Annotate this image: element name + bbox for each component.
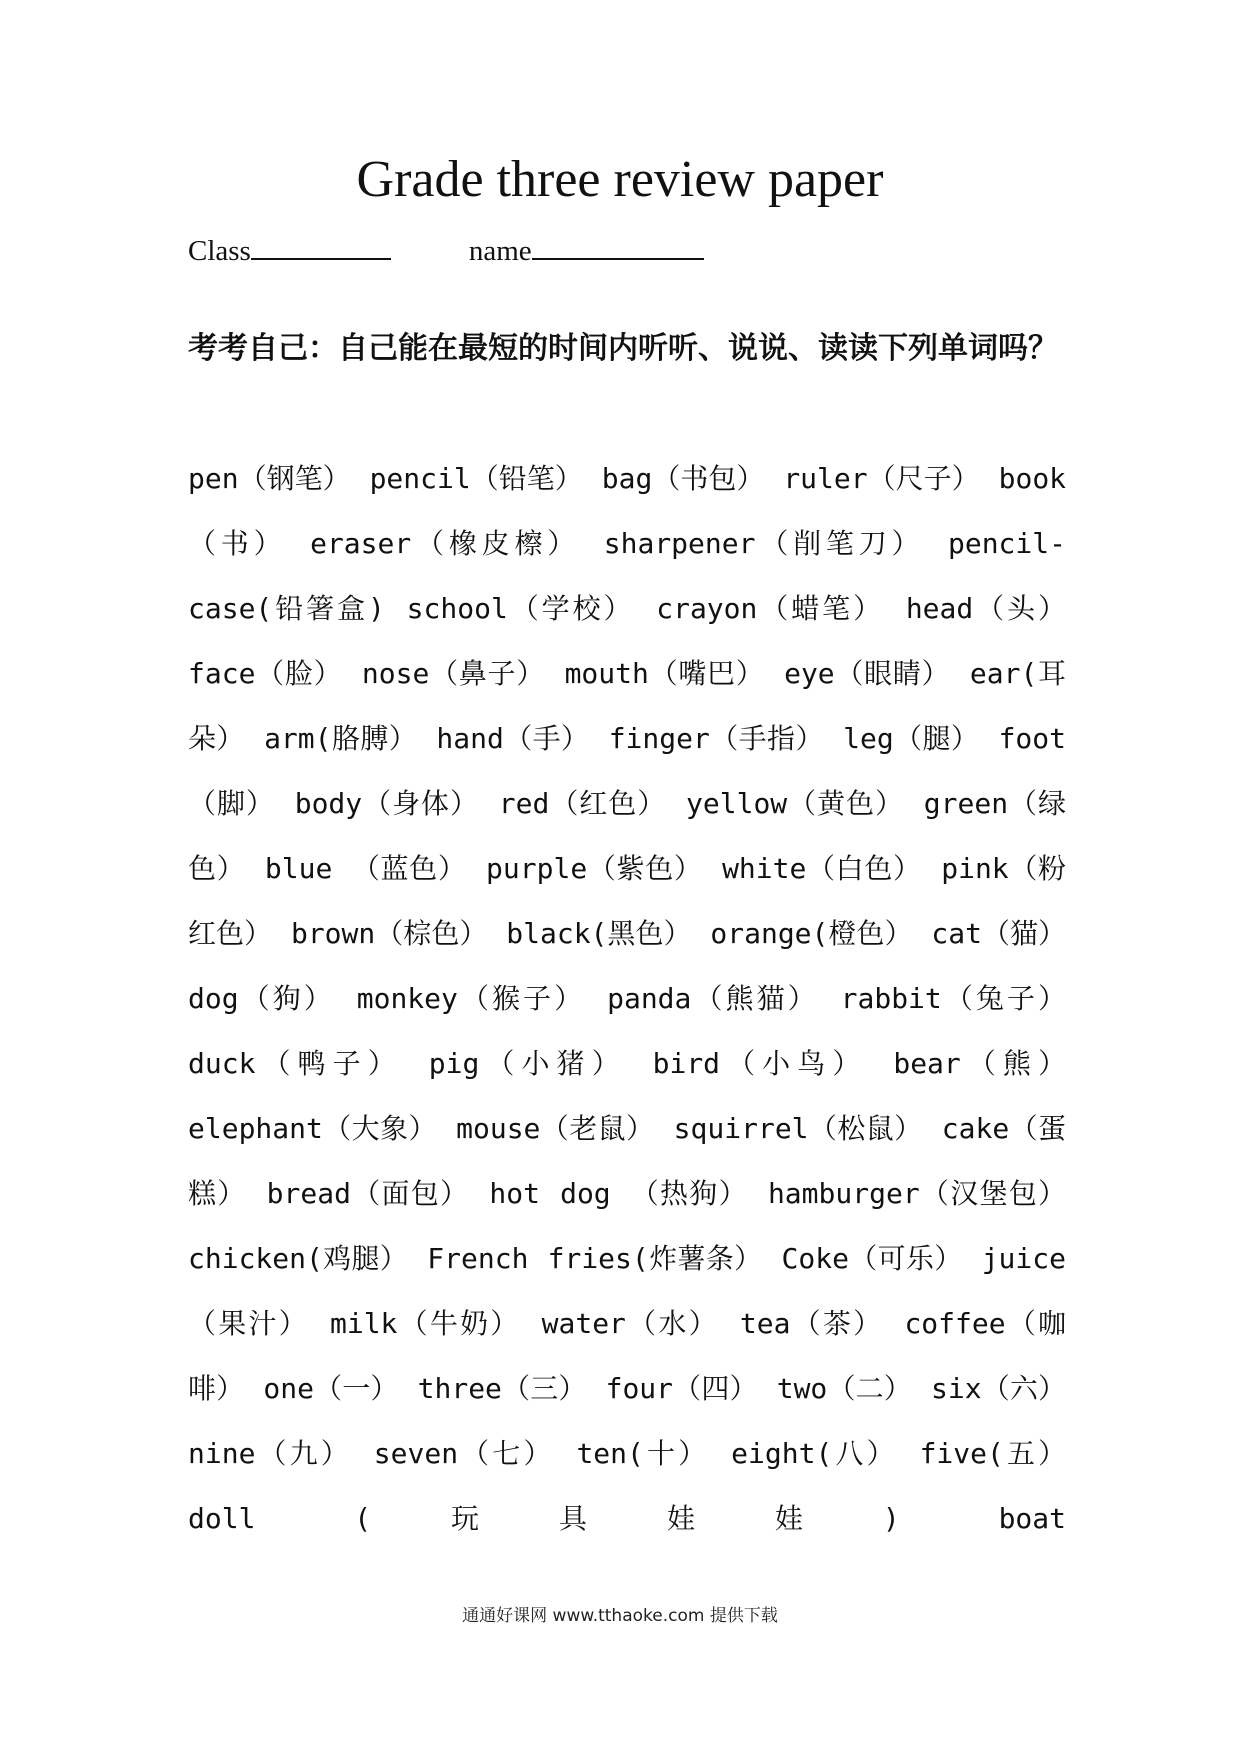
class-blank[interactable]: [251, 232, 391, 260]
vocab-word: five(五）: [919, 1437, 1067, 1470]
vocab-word: brown（棕色）: [290, 917, 488, 950]
vocab-word: body（身体）: [294, 787, 479, 820]
vocab-word: two（二）: [776, 1372, 912, 1405]
student-info-row: [188, 232, 704, 269]
vocab-word: head（头）: [905, 592, 1067, 625]
vocab-word: three（三）: [417, 1372, 587, 1405]
vocab-word: six（六）: [930, 1372, 1067, 1405]
vocab-word: red（红色）: [498, 787, 667, 820]
vocabulary-list: [188, 446, 1066, 1551]
vocab-word: leg（腿）: [843, 722, 980, 755]
vocab-word: cat（猫）: [931, 917, 1067, 950]
vocab-word: ear(耳朵）: [188, 657, 1067, 755]
vocab-word: finger（手指）: [608, 722, 824, 755]
vocab-word: hamburger（汉堡包）: [767, 1177, 1066, 1210]
vocab-word: eye（眼睛）: [784, 657, 951, 690]
vocab-word: squirrel（松鼠）: [673, 1112, 923, 1145]
vocab-word: ruler（尺子）: [783, 462, 980, 495]
vocab-word: nose（鼻子）: [361, 657, 545, 690]
vocab-word: nine（九）: [188, 1437, 352, 1470]
vocab-word: bag（书包）: [601, 462, 765, 495]
vocab-word: face（脸）: [188, 657, 343, 690]
vocab-word: hand（手）: [436, 722, 590, 755]
vocab-word: black(黑色）: [506, 917, 692, 950]
vocab-word: eraser（橡皮檫）: [310, 527, 581, 560]
vocab-word: bird（小鸟）: [652, 1047, 868, 1080]
vocab-word: chicken(鸡腿）: [188, 1242, 409, 1275]
vocab-word: ten(十）: [576, 1437, 710, 1470]
vocab-word: one（一）: [263, 1372, 399, 1405]
name-blank[interactable]: [532, 232, 704, 260]
vocab-word: pig（小猪）: [428, 1047, 627, 1080]
page-title: Grade three review paper: [356, 151, 884, 208]
vocab-word: eight(八）: [731, 1437, 898, 1470]
vocab-word: pencil-case(铅箸盒): [188, 527, 1066, 625]
vocab-word: duck（鸭子）: [188, 1047, 403, 1080]
vocab-word: blue （蓝色）: [264, 852, 467, 885]
vocab-word: coffee（咖啡）: [188, 1307, 1067, 1405]
vocab-word: school（学校）: [406, 592, 635, 625]
vocab-word: cake（蛋糕）: [188, 1112, 1067, 1210]
vocab-word: boat: [998, 1502, 1067, 1535]
vocab-word: foot（脚）: [188, 722, 1067, 820]
vocab-word: bear（熊）: [893, 1047, 1066, 1080]
vocab-word: elephant（大象）: [188, 1112, 437, 1145]
vocab-word: Coke（可乐）: [781, 1242, 963, 1275]
vocab-word: pencil（铅笔）: [369, 462, 583, 495]
vocab-word: pink（粉红色）: [188, 852, 1067, 950]
vocab-word: seven（七）: [373, 1437, 555, 1470]
vocab-word: yellow（黄色）: [686, 787, 904, 820]
class-label: Class: [188, 235, 251, 267]
vocab-word: purple（紫色）: [486, 852, 703, 885]
vocab-word: water（水）: [541, 1307, 719, 1340]
vocab-word: four（四）: [605, 1372, 758, 1405]
vocab-word: crayon（蜡笔）: [656, 592, 885, 625]
vocab-word: monkey（猴子）: [356, 982, 586, 1015]
vocab-word: pen（钢笔）: [188, 462, 351, 495]
vocab-word: French fries(炸薯条）: [427, 1242, 763, 1275]
vocab-word: rabbit（兔子）: [840, 982, 1067, 1015]
vocab-word: arm(胳膊）: [264, 722, 418, 755]
vocab-word: orange(橙色）: [710, 917, 913, 950]
vocab-word: milk（牛奶）: [329, 1307, 521, 1340]
vocab-word: panda（熊猫）: [607, 982, 819, 1015]
vocab-word: bread（面包）: [266, 1177, 470, 1210]
vocab-word: tea（茶）: [739, 1307, 884, 1340]
vocab-word: white（白色）: [722, 852, 922, 885]
vocab-word: doll (玩具娃娃): [188, 1502, 900, 1535]
vocab-word: green（绿色）: [188, 787, 1067, 885]
vocab-word: sharpener（削笔刀）: [603, 527, 925, 560]
vocab-word: mouth（嘴巴）: [564, 657, 765, 690]
vocab-word: juice（果汁）: [188, 1242, 1066, 1340]
vocab-word: dog（狗）: [188, 982, 335, 1015]
instruction-text: 考考自己：自己能在最短的时间内听听、说说、读读下列单词吗？: [188, 331, 1058, 366]
vocab-word: book（书）: [188, 462, 1067, 560]
name-label: name: [468, 235, 532, 267]
vocab-word: mouse（老鼠）: [456, 1112, 655, 1145]
vocab-word: hot dog （热狗）: [489, 1177, 748, 1210]
footer-credit: 通通好课网 www.tthaoke.com 提供下载: [462, 1606, 778, 1626]
